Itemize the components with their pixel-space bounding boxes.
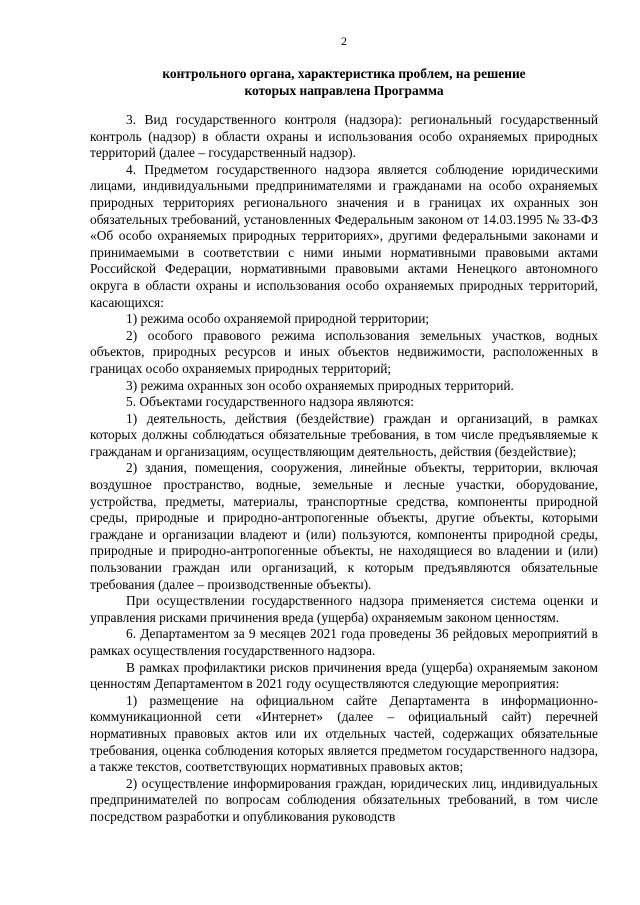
list-item: 1) режима особо охраняемой природной территории; xyxy=(126,311,430,327)
list-item: 1) деятельность, действия (бездействие) граждан и организаций, в рамках которых должны соблюдаться обязательные требования, в том числе предъявляемые к гражданам и организациям, осуществляющим деятельность, действия (бездействие); xyxy=(90,410,598,459)
list-item: 3) режима охранных зон особо охраняемых природных территорий. xyxy=(126,377,514,393)
list-item: 2) особого правового режима использования земельных участков, водных объектов, природных ресурсов и иных объектов недвижимости, расположенных в границах особо охраняемых природных территорий; xyxy=(90,327,598,376)
list-item: 2) здания, помещения, сооружения, линейные объекты, территории, включая воздушное пространство, водные, земельные и лесные участки, оборудование, устройства, предметы, материалы, транспортные средства, компоненты природной среды, природные и природно-антропогенные объекты, другие объекты, которыми граждане и организации владеют и (или) пользуются, компоненты природной среды, природные и природно-антропогенные объекты, не находящиеся во владении и (или) пользовании граждан или организаций, к которым предъявляются обязательные требования (далее – производственные объекты). xyxy=(90,460,598,592)
document-page xyxy=(90,0,598,905)
paragraph: 5. Объектами государственного надзора являются: xyxy=(126,394,414,410)
paragraph: При осуществлении государственного надзора применяется система оценки и управления рисками причинения вреда (ущерба) охраняемым законом ценностям. xyxy=(90,593,598,625)
heading-line-1: контрольного органа, характеристика проблем, на решение xyxy=(162,66,526,81)
paragraph: 6. Департаментом за 9 месяцев 2021 года проведены 36 рейдовых мероприятий в рамках осуществления государственного надзора. xyxy=(90,626,598,658)
paragraph: 3. Вид государственного контроля (надзора): региональный государственный контроль (надзор) в области охраны и использования особо охраняемых природных территорий (далее – государственный надзор). xyxy=(90,112,598,161)
body-text xyxy=(90,112,598,826)
section-heading xyxy=(90,66,598,99)
paragraph: В рамках профилактики рисков причинения вреда (ущерба) охраняемым законом ценностям Департаментом в 2021 году осуществляются следующие мероприятия: xyxy=(90,659,598,692)
list-item: 1) размещение на официальном сайте Департамента в информационно-коммуникационной сети «Интернет» (далее – официальный сайт) перечней нормативных правовых актов или их отдельных частей, содержащих обязательные требования, оценка соблюдения которых является предметом государственного надзора, а также текстов, соответствующих нормативных правовых актов; xyxy=(90,692,598,775)
paragraph: 4. Предметом государственного надзора является соблюдение юридическими лицами, индивидуальными предпринимателями и гражданами на особо охраняемых природных территориях регионального значения и в границах их охранных зон обязательных требований, установленных Федеральным законом от 14.03.1995 № 33-ФЗ «Об особо охраняемых природных территориях», другими федеральными законами и принимаемыми в соответствии с ними иными нормативными правовыми актами Российской Федерации, нормативными правовыми актами Ненецкого автономного округа в области охраны и использования особо охраняемых природных территорий, касающихся: xyxy=(90,161,598,310)
page-number: 2 xyxy=(341,34,347,48)
heading-line-2: которых направлена Программа xyxy=(244,82,444,98)
list-item: 2) осуществление информирования граждан, юридических лиц, индивидуальных предпринимателей по вопросам соблюдения обязательных требований, в том числе посредством разработки и опубликования руководств xyxy=(90,775,598,824)
